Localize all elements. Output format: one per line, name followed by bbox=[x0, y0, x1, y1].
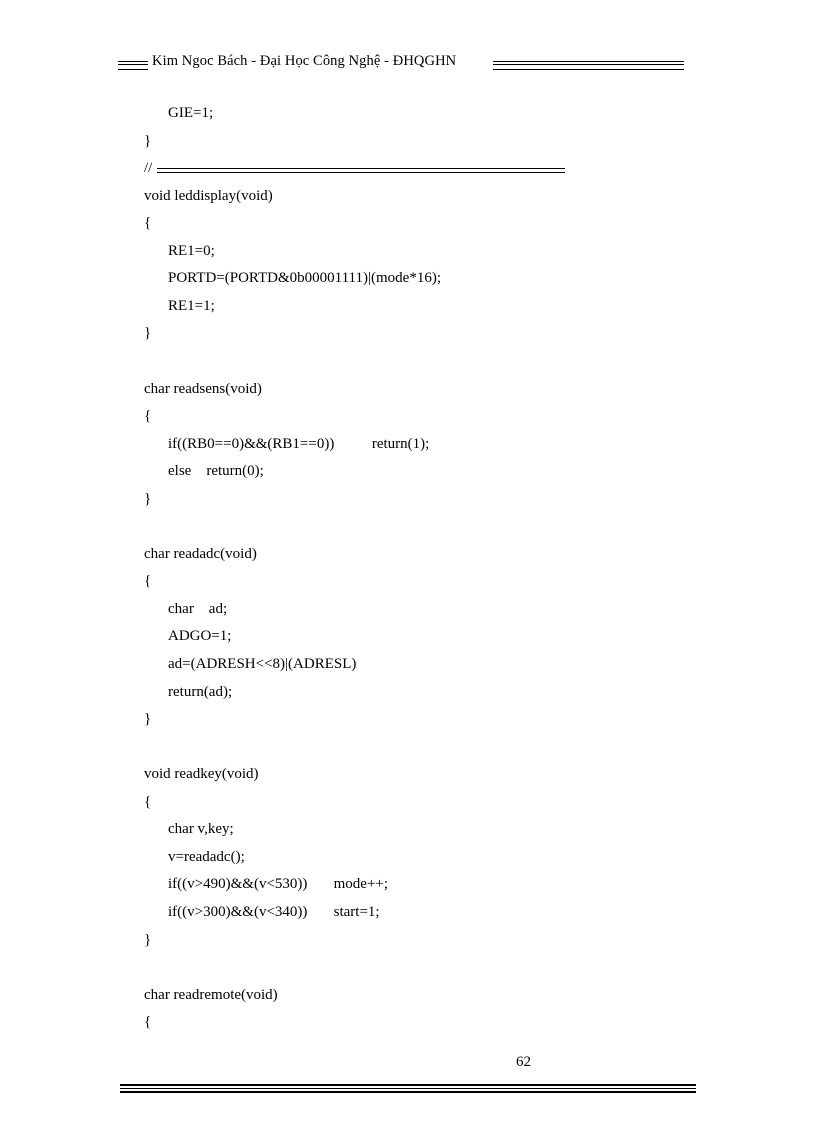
code-line: char readsens(void) bbox=[144, 380, 262, 397]
code-line: { bbox=[144, 573, 152, 590]
page-header bbox=[118, 52, 684, 76]
code-line: char readremote(void) bbox=[144, 986, 278, 1003]
code-line: char readadc(void) bbox=[144, 545, 257, 562]
code-line: } bbox=[144, 132, 152, 149]
code-line: { bbox=[144, 215, 152, 232]
code-line: v=readadc(); bbox=[168, 848, 245, 865]
code-line: void readkey(void) bbox=[144, 766, 259, 783]
code-line: return(ad); bbox=[168, 683, 233, 700]
code-line: { bbox=[144, 1014, 152, 1031]
footer-rule bbox=[120, 1084, 696, 1093]
code-line: RE1=1; bbox=[168, 297, 215, 314]
comment-separator-rule bbox=[157, 168, 565, 173]
code-line: if((v>490)&&(v<530)) mode++; bbox=[168, 876, 389, 893]
code-line: GIE=1; bbox=[168, 105, 214, 121]
code-line: } bbox=[144, 325, 152, 342]
code-line: { bbox=[144, 793, 152, 810]
code-line: } bbox=[144, 490, 152, 507]
code-line: char ad; bbox=[168, 600, 228, 617]
code-line: if((RB0==0)&&(RB1==0)) return(1); bbox=[168, 435, 430, 452]
code-line: RE1=0; bbox=[168, 242, 215, 259]
header-rule-right bbox=[493, 61, 684, 70]
code-line: char v,key; bbox=[168, 821, 234, 838]
code-line: // bbox=[144, 160, 153, 177]
header-title: Kim Ngoc Bách - Đại Học Công Nghệ - ĐHQGHN bbox=[152, 53, 457, 69]
code-line: void leddisplay(void) bbox=[144, 187, 273, 204]
code-line: ad=(ADRESH<<8)|(ADRESL) bbox=[168, 656, 357, 672]
code-line: } bbox=[144, 931, 152, 948]
code-line: if((v>300)&&(v<340)) start=1; bbox=[168, 903, 380, 920]
code-line: } bbox=[144, 711, 152, 728]
header-rule-left bbox=[118, 61, 148, 70]
page-number: 62 bbox=[516, 1054, 531, 1070]
code-line: { bbox=[144, 408, 152, 425]
code-line: else return(0); bbox=[168, 463, 264, 480]
code-line: PORTD=(PORTD&0b00001111)|(mode*16); bbox=[168, 270, 441, 287]
code-line: ADGO=1; bbox=[168, 628, 232, 645]
